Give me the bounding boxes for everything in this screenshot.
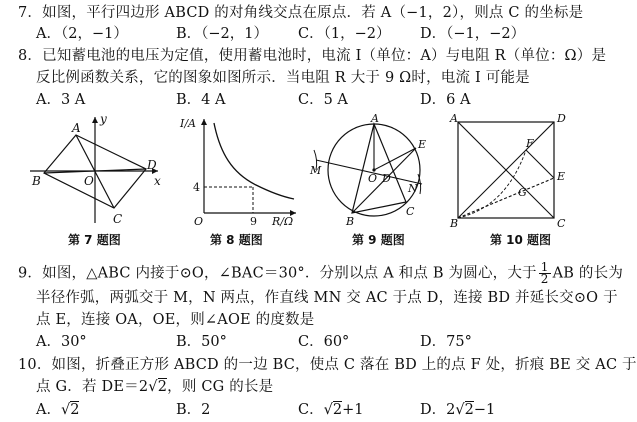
q10-option-a-radicand: 2 <box>70 402 80 418</box>
q10-option-d-radicand: 2 <box>464 402 474 418</box>
fig7-label-y: y <box>100 112 107 126</box>
q10-option-d-prefix: D．2 <box>420 402 456 418</box>
q8-option-a: A．3 A <box>36 92 86 108</box>
question-9-line-2: 半径作弧，两弧交于 M，N 两点，作直线 MN 交 AC 于点 D，连接 BD 并延长交⊙O 于 <box>36 290 618 306</box>
fig9-label-o: O <box>368 172 378 185</box>
figure-8-caption: 第 8 题图 <box>210 233 263 247</box>
question-10-line-1: 10．如图，折叠正方形 ABCD 的一边 BC，使点 C 落在 BD 上的点 F 处，折痕 BE 交 AC 于 <box>18 357 637 373</box>
fig9-label-m: M <box>310 164 322 177</box>
q10-line-2-start: 点 G．若 DE＝ <box>36 379 139 395</box>
question-9-line-1 <box>18 262 623 285</box>
question-8-line-1: 8．已知蓄电池的电压为定值，使用蓄电池时，电流 I（单位：A）与电阻 R（单位：Ω）是 <box>18 48 607 64</box>
q10-option-c-radicand: 2 <box>332 402 343 418</box>
question-8-line-2: 反比例函数关系，它的图象如图所示．当电阻 R 大于 9 Ω时，电流 I 可能是 <box>36 70 530 86</box>
q8-option-c: C．5 A <box>298 92 348 108</box>
fig9-label-d: D <box>382 172 391 185</box>
question-10-line-2 <box>36 377 273 397</box>
q7-option-a: A．（2，−1） <box>36 26 128 42</box>
fig7-label-b: B <box>32 174 41 188</box>
q10-option-a-prefix: A． <box>36 402 61 418</box>
q9-fraction-half <box>539 262 551 285</box>
q9-fraction-numerator: 1 <box>540 260 549 274</box>
fig10-label-f: F <box>526 137 534 150</box>
q10-option-c-prefix: C． <box>298 402 324 418</box>
fig10-label-a: A <box>450 112 458 125</box>
fig8-label-o: O <box>194 215 204 228</box>
fig7-label-x: x <box>154 174 161 188</box>
question-7-text: 7．如图，平行四边形 ABCD 的对角线交点在原点．若 A（−1，2），则点 C 的坐标是 <box>18 5 584 21</box>
figure-10-square <box>446 112 576 230</box>
q10-option-a: A．√2 <box>36 402 80 418</box>
fig9-label-n: N <box>408 182 418 195</box>
q9-option-a: A．30° <box>36 334 87 350</box>
fig7-label-o: O <box>84 174 94 188</box>
fig8-xlabel: R/Ω <box>272 215 294 228</box>
fig7-label-c: C <box>113 212 123 226</box>
q10-option-c: C．√2+1 <box>298 402 364 418</box>
q10-line-2-end: ，则 CG 的长是 <box>167 379 274 395</box>
fig9-label-e: E <box>418 138 427 151</box>
fig8-ylabel: I/A <box>180 117 196 130</box>
q10-option-b: B．2 <box>176 402 211 418</box>
fig8-tick-9: 9 <box>250 215 257 228</box>
q8-option-b: B．4 A <box>176 92 226 108</box>
q9-line-1-start: 9．如图，△ABC 内接于⊙O，∠BAC＝30°．分别以点 A 和点 B 为圆心，大于 <box>18 265 537 282</box>
figure-9-circle <box>306 112 436 230</box>
fig9-label-a: A <box>371 112 379 125</box>
fig7-label-d: D <box>147 158 157 172</box>
q8-option-d: D．6 A <box>420 92 471 108</box>
fig10-label-e: E <box>557 170 566 183</box>
figure-7-caption: 第 7 题图 <box>68 233 121 247</box>
q10-radical-sign: √ <box>148 379 158 395</box>
figure-10-caption: 第 10 题图 <box>490 233 552 247</box>
fig10-label-c: C <box>557 217 566 230</box>
q10-option-c-suffix: +1 <box>342 402 364 418</box>
q10-option-d-suffix: −1 <box>473 402 496 418</box>
fig9-label-b: B <box>346 215 355 228</box>
figure-8-inverse-graph <box>176 113 306 231</box>
q9-line-1-end: AB 的长为 <box>552 265 624 282</box>
figure-9-caption: 第 9 题图 <box>352 233 405 247</box>
fig10-label-b: B <box>450 217 459 230</box>
q9-option-c: C．60° <box>298 334 350 350</box>
fig10-label-d: D <box>557 112 566 125</box>
question-9-line-3: 点 E，连接 OA，OE，则∠AOE 的度数是 <box>36 312 315 328</box>
q10-option-d: D．2√2−1 <box>420 402 496 418</box>
q9-option-b: B．50° <box>176 334 227 350</box>
q7-option-c: C．（1，−2） <box>298 26 391 42</box>
q10-coefficient: 2 <box>138 379 149 395</box>
q9-fraction-denominator: 2 <box>540 272 549 286</box>
figure-7-parallelogram <box>28 113 166 228</box>
fig8-tick-4: 4 <box>193 181 200 194</box>
q10-radicand: 2 <box>157 379 168 395</box>
q7-option-d: D．（−1，−2） <box>420 26 526 42</box>
fig10-label-g: G <box>518 186 527 199</box>
q7-option-b: B．（−2，1） <box>176 26 269 42</box>
q9-option-d: D．75° <box>420 334 472 350</box>
fig7-label-a: A <box>72 121 81 135</box>
fig9-label-c: C <box>406 205 415 218</box>
